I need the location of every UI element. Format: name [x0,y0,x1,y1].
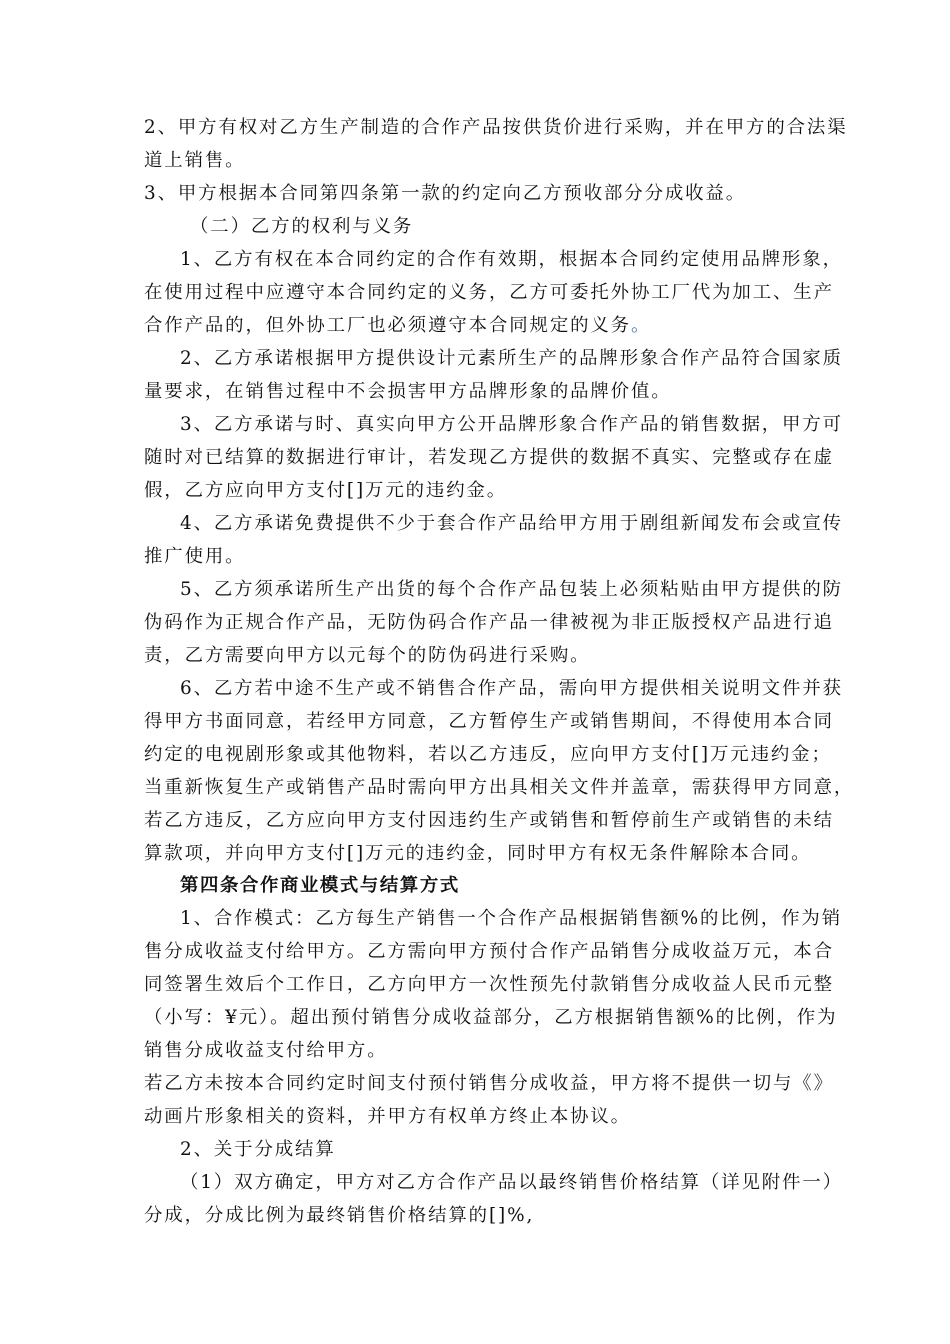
text-line: 5、乙方须承诺所生产出货的每个合作产品包装上必须粘贴由甲方提供的防 [180,579,843,600]
text-line: 得甲方书面同意，若经甲方同意，乙方暂停生产或销售期间，不得使用本合同 [144,711,834,732]
text-line: 6、乙方若中途不生产或不销售合作产品，需向甲方提供相关说明文件并获 [180,678,843,699]
text-line: 约定的电视剧形象或其他物料，若以乙方违反，应向甲方支付[]万元违约金； [144,744,832,765]
text-line-body: 合作产品的，但外协工厂也必须遵守本合同规定的义务 [144,315,631,336]
text-line: 2、乙方承诺根据甲方提供设计元素所生产的品牌形象合作产品符合国家质 [180,348,843,369]
text-line: 2、甲方有权对乙方生产制造的合作产品按供货价进行采购，并在甲方的合法渠 [144,117,848,138]
text-line: 道上销售。 [144,150,246,171]
text-line: 若乙方未按本合同约定时间支付预付销售分成收益，甲方将不提供一切与《》 [144,1073,834,1094]
text-line: 1、乙方有权在本合同约定的合作有效期，根据本合同约定使用品牌形象， [180,249,843,270]
article-heading: 第四条合作商业模式与结算方式 [180,875,460,896]
text-line: 1、合作模式：乙方每生产销售一个合作产品根据销售额%的比例，作为销 [180,908,842,929]
period-mark: 。 [630,315,652,336]
text-line: （小写：¥元）。超出预付销售分成收益部分，乙方根据销售额%的比例，作为 [144,1007,838,1028]
text-line: 2、关于分成结算 [180,1139,336,1160]
text-line: 量要求，在销售过程中不会损害甲方品牌形象的品牌价值。 [144,381,672,402]
text-line: 同签署生效后个工作日，乙方向甲方一次性预先付款销售分成收益人民币元整 [144,974,834,995]
text-line: 算款项，并向甲方支付[]万元的违约金，同时甲方有权无条件解除本合同。 [144,843,812,864]
text-line: 动画片形象相关的资料，并甲方有权单方终止本协议。 [144,1106,631,1127]
text-line: 4、乙方承诺免费提供不少于套合作产品给甲方用于剧组新闻发布会或宣传 [180,513,843,534]
text-line: 售分成收益支付给甲方。乙方需向甲方预付合作产品销售分成收益万元，本合 [144,941,834,962]
text-line: 在使用过程中应遵守本合同约定的义务，乙方可委托外协工厂代为加工、生产 [144,282,834,303]
text-line: 若乙方违反，乙方应向甲方支付因违约生产或销售和暂停前生产或销售的未结 [144,810,834,831]
text-line: 3、乙方承诺与时、真实向甲方公开品牌形象合作产品的销售数据，甲方可 [180,414,843,435]
text-line: 伪码作为正规合作产品，无防伪码合作产品一律被视为非正版授权产品进行追 [144,612,834,633]
text-line: 责，乙方需要向甲方以元每个的防伪码进行采购。 [144,645,591,666]
text-line: 假，乙方应向甲方支付[]万元的违约金。 [144,480,508,501]
text-line: 3、甲方根据本合同第四条第一款的约定向乙方预收部分分成收益。 [144,183,747,204]
section-heading: （二）乙方的权利与义务 [190,216,414,237]
text-line: 销售分成收益支付给甲方。 [144,1040,388,1061]
text-line: （1）双方确定，甲方对乙方合作产品以最终销售价格结算（详见附件一） [180,1172,843,1193]
text-line: 随时对已结算的数据进行审计，若发现乙方提供的数据不真实、完整或存在虚 [144,447,834,468]
text-line [144,313,651,339]
text-line: 分成，分成比例为最终销售价格结算的[]%, [144,1205,535,1226]
text-line: 推广使用。 [144,546,246,567]
text-line: 当重新恢复生产或销售产品时需向甲方出具相关文件并盖章，需获得甲方同意， [144,777,855,798]
